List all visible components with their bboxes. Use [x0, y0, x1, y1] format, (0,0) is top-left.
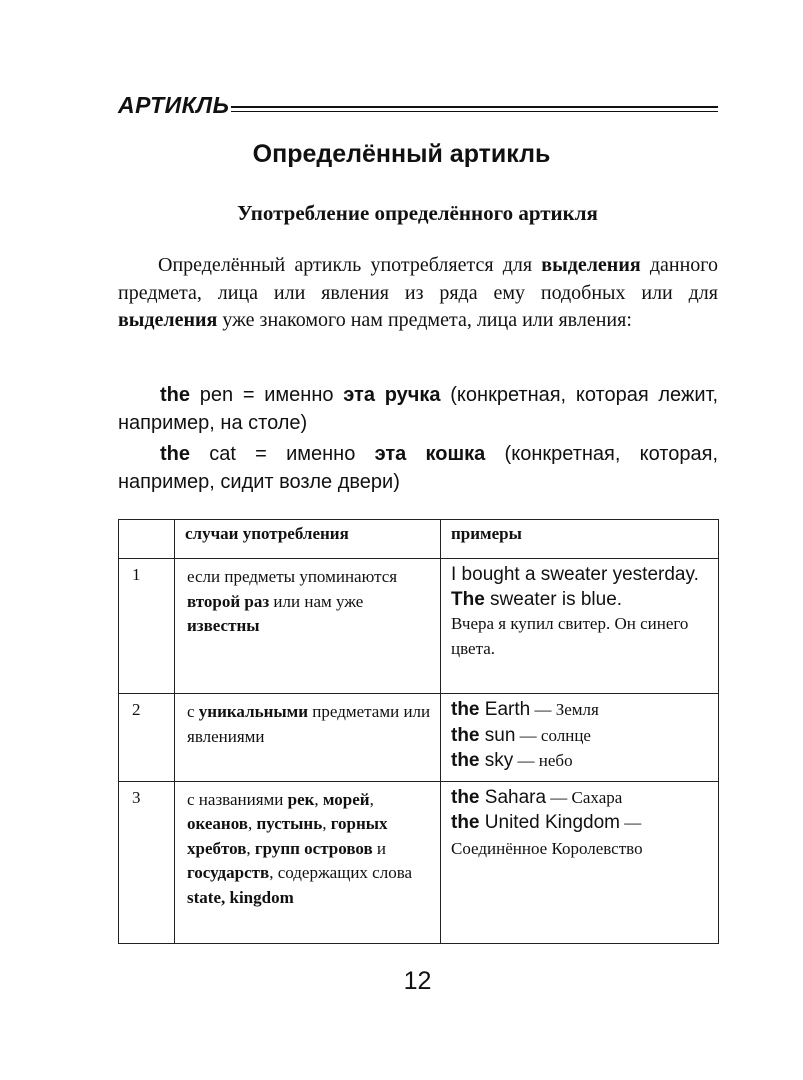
example-rest: (конкретная, которая, например, сидит возле двери) — [118, 443, 718, 493]
example-highlight: эта ручка — [343, 384, 441, 406]
example-article: the — [451, 699, 480, 720]
page-title: Определённый артикль — [252, 140, 551, 168]
example-article: the — [451, 812, 480, 833]
examples-cell — [441, 559, 719, 694]
example-line — [451, 698, 710, 724]
example-translation: — Земля — [530, 700, 599, 719]
header-cases: случаи употребления — [175, 520, 441, 559]
example-word: sky — [479, 750, 514, 771]
case-text: , — [369, 789, 374, 809]
example-item — [118, 382, 718, 437]
case-cell — [175, 559, 441, 694]
intro-text-1: Определённый артикль употребляется для — [158, 254, 542, 276]
example-word: Earth — [479, 699, 531, 720]
example-line — [451, 749, 710, 775]
example-rest: (конкретная, которая лежит, например, на столе) — [118, 384, 719, 434]
row-number: 3 — [119, 781, 175, 943]
case-bold: известны — [187, 616, 260, 635]
header-examples: примеры — [441, 520, 719, 559]
usage-table — [118, 519, 719, 944]
example-article: the — [451, 750, 480, 771]
case-text: , — [322, 814, 331, 833]
subtitle: Употребление определённого артикля — [237, 201, 598, 225]
header-rule-thin — [231, 111, 718, 112]
case-bold: горных хребтов — [187, 814, 388, 858]
english-text: I bought a sweater yesterday. — [451, 564, 699, 585]
case-text: , — [247, 814, 257, 833]
case-bold: океанов — [187, 814, 248, 833]
case-bold: государств — [187, 863, 270, 882]
case-bold: групп островов — [254, 838, 373, 858]
example-line — [451, 811, 710, 862]
example-article: the — [160, 443, 190, 465]
case-cell — [175, 781, 441, 943]
case-text: , содержащих слова — [269, 863, 413, 882]
example-word: United Kingdom — [479, 812, 620, 833]
example-translation: — Сахара — [546, 787, 623, 807]
table-row — [119, 781, 719, 943]
case-bold: рек — [287, 789, 315, 809]
english-bold: The — [451, 588, 485, 610]
case-text: и — [372, 838, 386, 858]
example-item — [118, 441, 718, 496]
table-row — [119, 694, 719, 782]
intro-text-3: уже знакомого нам предмета, лица или явления: — [217, 309, 632, 331]
table-header-row — [119, 520, 719, 559]
case-text: предметами или явлениями — [187, 702, 431, 746]
example-article: the — [451, 786, 480, 808]
case-text: , — [314, 789, 323, 809]
russian-translation: Вчера я купил свитер. Он синего цвета. — [451, 614, 689, 658]
page-number: 12 — [403, 967, 432, 995]
case-bold: морей — [322, 789, 370, 809]
header-rule-thick — [231, 106, 718, 108]
case-bold: второй раз — [187, 591, 270, 611]
example-list — [118, 382, 718, 500]
examples-cell — [441, 694, 719, 782]
example-translation: — солнце — [515, 725, 591, 745]
english-text: sweater is blue. — [484, 588, 623, 610]
row-number: 1 — [119, 559, 175, 694]
example-word: sun — [479, 724, 516, 746]
example-translation: — небо — [513, 751, 573, 770]
case-text: , — [246, 838, 255, 858]
table-row — [119, 559, 719, 694]
intro-bold-1: выделения — [541, 254, 641, 276]
case-bold: пустынь — [256, 814, 323, 833]
example-article: the — [451, 724, 480, 746]
case-bold: уникальными — [198, 702, 309, 721]
example-word: cat = именно — [190, 443, 375, 465]
case-cell — [175, 694, 441, 782]
section-header — [118, 92, 718, 122]
intro-text-2: данного предмета, лица или явления из ряда ему подобных или для — [118, 254, 719, 304]
case-text: с — [187, 702, 199, 721]
english-example — [451, 563, 710, 612]
intro-bold-2: выделения — [118, 309, 218, 331]
intro-paragraph — [118, 252, 718, 335]
example-word: Sahara — [479, 786, 547, 808]
example-translation: — Соединённое Королевство — [451, 813, 643, 858]
case-bold: state, kingdom — [187, 887, 294, 907]
header-number — [119, 520, 175, 559]
case-text: если предметы упоминаются — [187, 567, 398, 586]
example-highlight: эта кошка — [374, 443, 486, 465]
example-line — [451, 786, 710, 812]
examples-cell — [441, 781, 719, 943]
case-text: или нам уже — [269, 591, 364, 611]
example-line — [451, 724, 710, 750]
example-word: pen = именно — [190, 384, 344, 406]
example-article: the — [160, 384, 190, 406]
section-label: АРТИКЛЬ — [118, 92, 230, 118]
case-text: с названиями — [187, 789, 288, 809]
row-number: 2 — [119, 694, 175, 782]
